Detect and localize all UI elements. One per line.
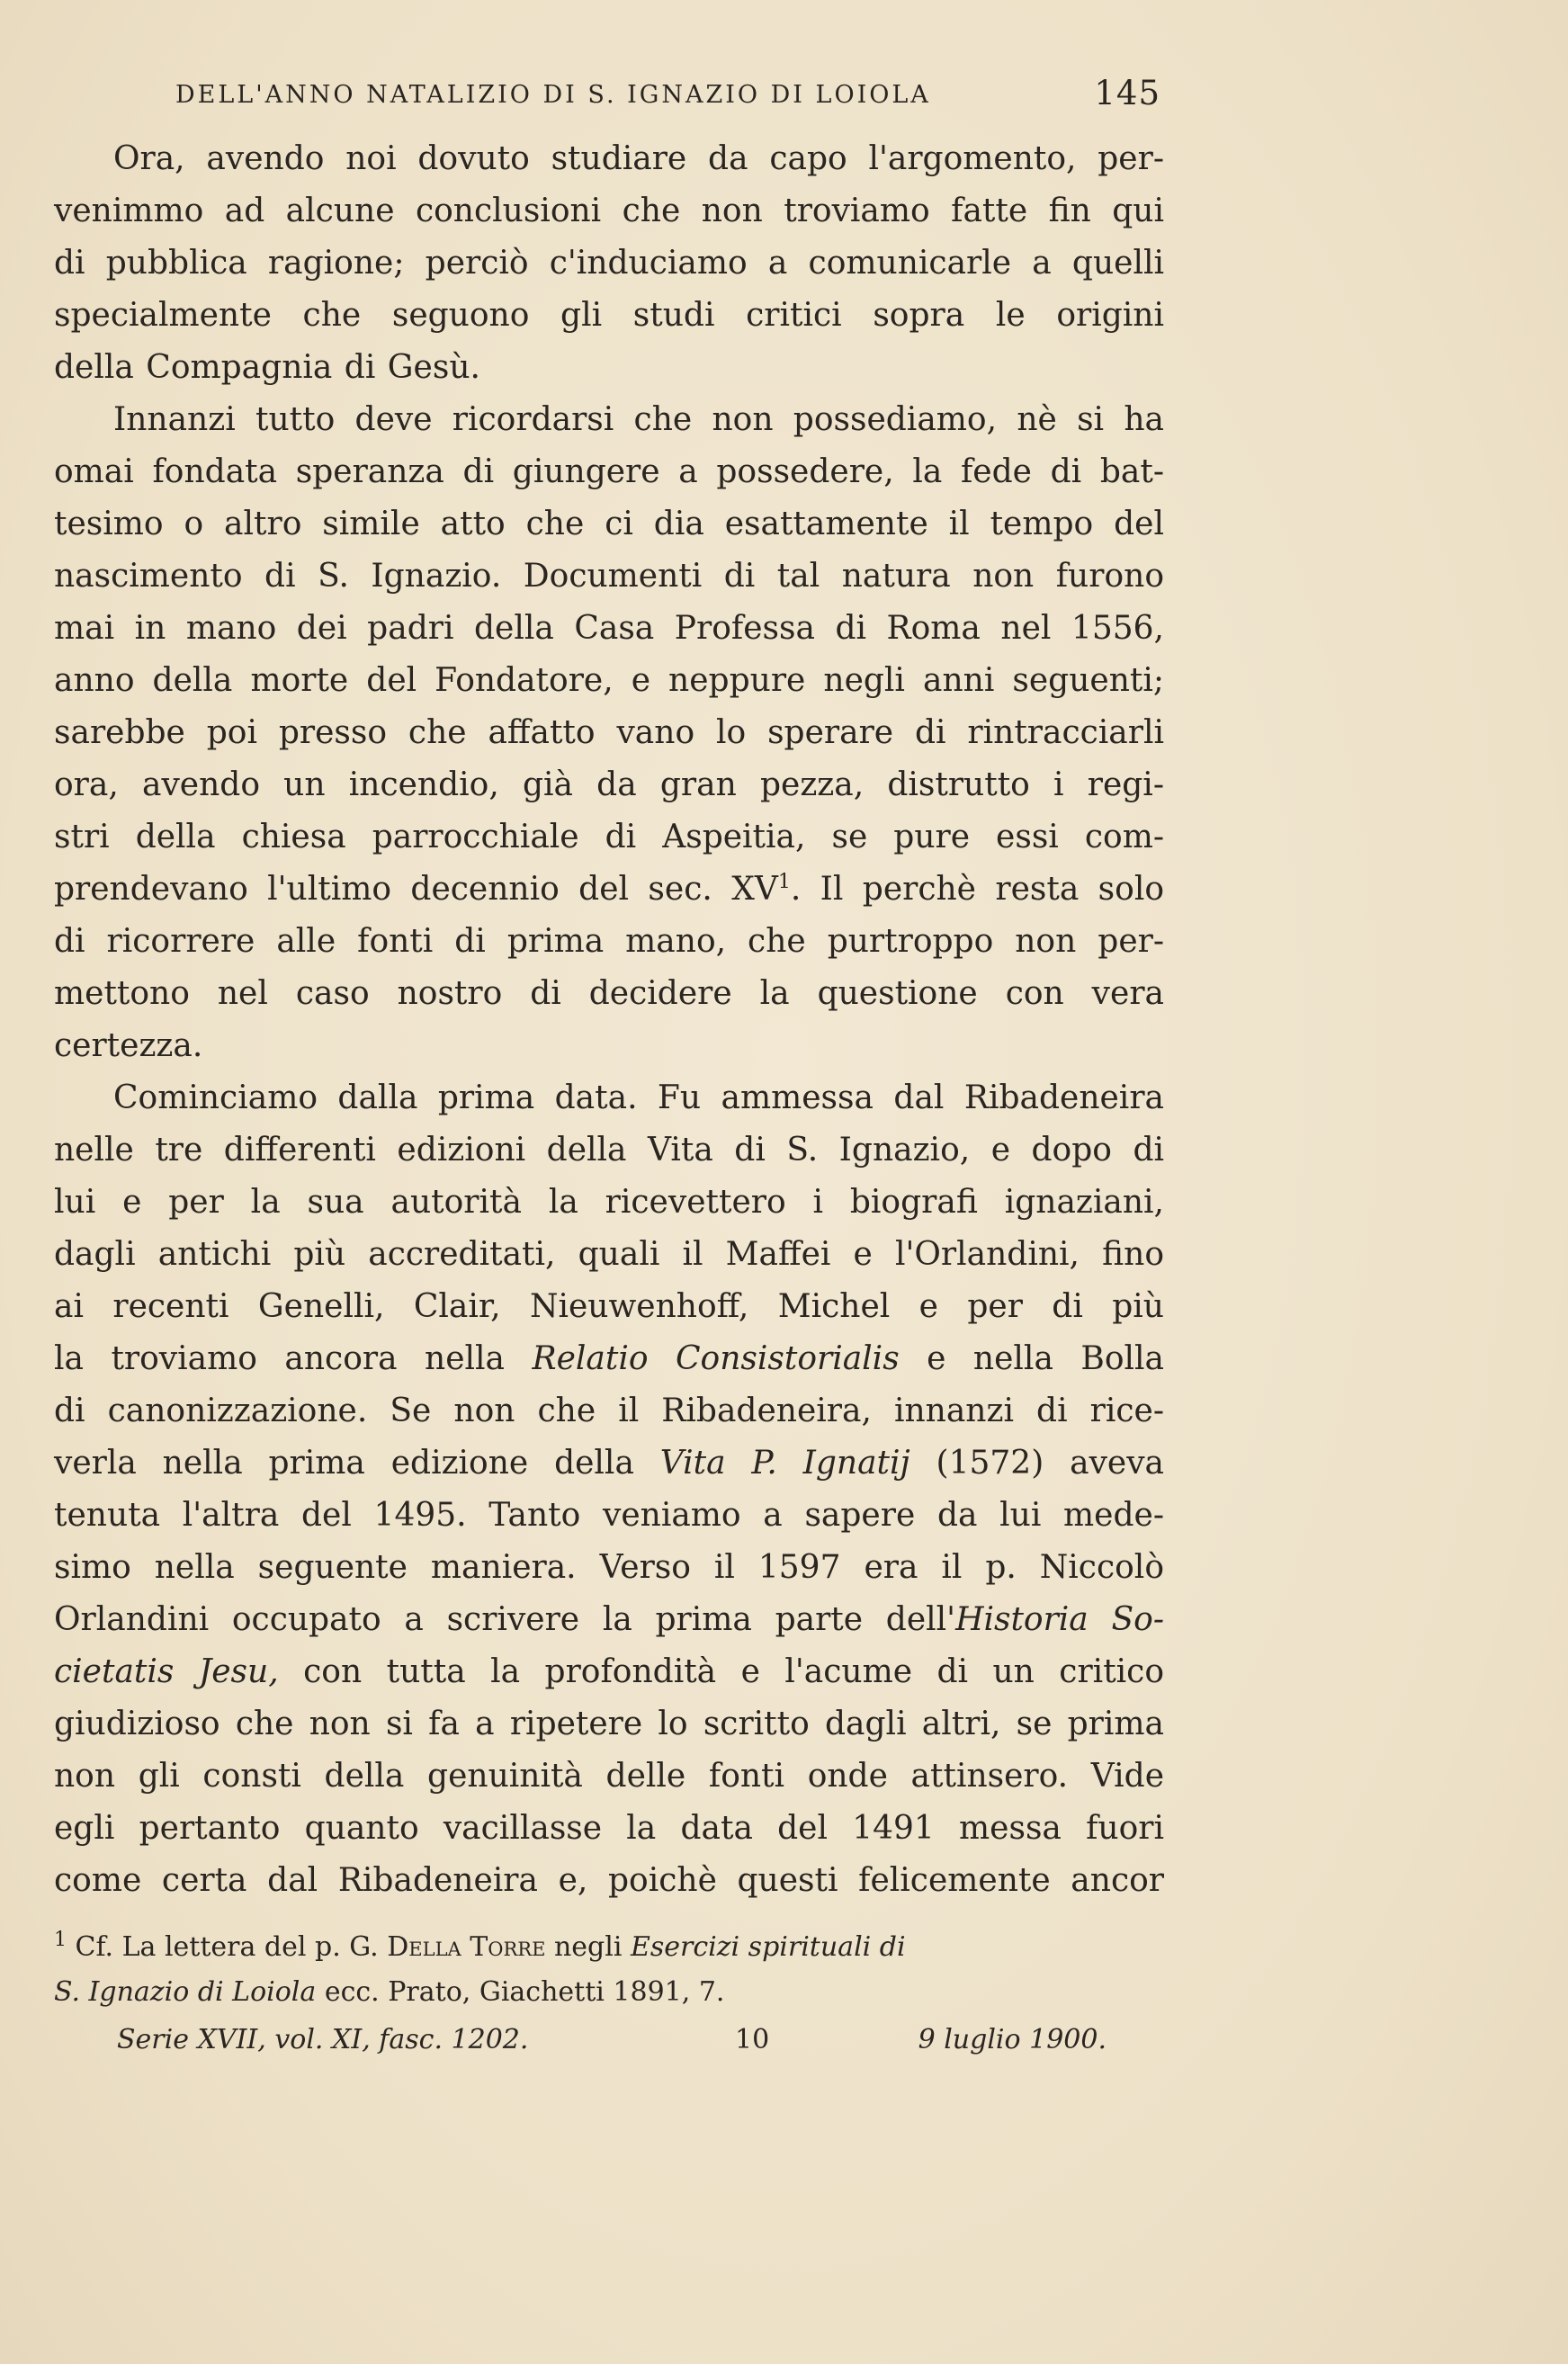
footnote-mark: 1 — [54, 1929, 67, 1951]
text-line: mai in mano dei padri della Casa Professa di Roma nel 1556, — [54, 610, 1164, 647]
text-segment: ecc. Prato, Giachetti 1891, 7. — [316, 1976, 725, 2008]
text-line: di pubblica ragione; perciò c'induciamo a comunicarle a quelli — [54, 245, 1164, 282]
text-segment: (1572) aveva — [909, 1445, 1165, 1482]
text-line: nascimento di S. Ignazio. Documenti di tal natura non furono — [54, 558, 1164, 595]
text-line: come certa dal Ribadeneira e, poichè questi felicemente ancor — [54, 1862, 1164, 1899]
text-segment: e nella Bolla — [899, 1340, 1164, 1377]
text-segment: Cf. La lettera del p. G. — [67, 1931, 388, 1963]
text-line: tesimo o altro simile atto che ci dia esattamente il tempo del — [54, 506, 1164, 542]
text-segment: la troviamo ancora nella — [54, 1340, 533, 1377]
text-line: omai fondata speranza di giungere a possedere, la fede di bat- — [54, 453, 1164, 490]
text-line: mettono nel caso nostro di decidere la questione con vera — [54, 975, 1164, 1012]
italic-title: Historia So- — [955, 1601, 1164, 1638]
text-line: di ricorrere alle fonti di prima mano, che purtroppo non per- — [54, 923, 1164, 960]
text-line: ai recenti Genelli, Clair, Nieuwenhoff, Michel e per di più — [54, 1288, 1164, 1325]
page-header — [175, 74, 1160, 119]
text-line: Cominciamo dalla prima data. Fu ammessa dal Ribadeneira — [113, 1079, 1164, 1116]
text-line: egli pertanto quanto vacillasse la data del 1491 messa fuori — [54, 1810, 1164, 1847]
text-line — [54, 864, 1164, 916]
series-info: Serie XVII, vol. XI, fasc. 1202. — [117, 2024, 529, 2055]
text-line: nelle tre differenti edizioni della Vita di S. Ignazio, e dopo di — [54, 1132, 1164, 1169]
text-line: giudizioso che non si fa a ripetere lo scritto dagli altri, se prima — [54, 1706, 1164, 1742]
text-line: Ora, avendo noi dovuto studiare da capo l'argomento, per- — [113, 140, 1164, 177]
running-title: DELL'ANNO NATALIZIO DI S. IGNAZIO DI LOIOLA — [175, 81, 931, 109]
signature-number: 10 — [735, 2024, 770, 2055]
footnote-work: Esercizi spirituali di — [630, 1931, 906, 1963]
text-line: certezza. — [54, 1027, 203, 1064]
text-segment: prendevano l'ultimo decennio del sec. XV — [54, 871, 778, 908]
body-text — [54, 133, 1164, 1907]
text-line — [54, 1646, 1164, 1698]
paragraph-2 — [54, 394, 1164, 1072]
text-line: anno della morte del Fondatore, e neppure negli anni seguenti; — [54, 662, 1164, 699]
paragraph-3 — [54, 1072, 1164, 1907]
italic-title: Vita P. Ignatij — [659, 1445, 910, 1482]
text-line: sarebbe poi presso che affatto vano lo sperare di rintracciarli — [54, 714, 1164, 751]
footnote-line — [54, 1970, 1164, 2015]
paragraph-1 — [54, 133, 1164, 394]
text-line — [54, 1594, 1164, 1646]
text-segment: Orlandini occupato a scrivere la prima parte dell' — [54, 1601, 956, 1638]
text-line: Innanzi tutto deve ricordarsi che non possediamo, nè si ha — [113, 401, 1164, 438]
text-line: dagli antichi più accreditati, quali il Maffei e l'Orlandini, fino — [54, 1236, 1164, 1273]
text-line: specialmente che seguono gli studi critici sopra le origini — [54, 297, 1164, 334]
text-line: della Compagnia di Gesù. — [54, 349, 480, 386]
issue-date: 9 luglio 1900. — [918, 2024, 1107, 2055]
footnote-author: Della Torre — [387, 1931, 546, 1963]
text-line: simo nella seguente maniera. Verso il 1597 era il p. Niccolò — [54, 1549, 1164, 1586]
text-segment: . Il perchè resta solo — [790, 871, 1165, 908]
page-number: 145 — [1094, 74, 1160, 112]
text-line: non gli consti della genuinità delle fonti onde attinsero. Vide — [54, 1758, 1164, 1795]
footnote-work: S. Ignazio di Loiola — [54, 1976, 317, 2008]
text-line: tenuta l'altra del 1495. Tanto veniamo a sapere da lui mede- — [54, 1497, 1164, 1534]
text-line: lui e per la sua autorità la ricevettero i biografi ignaziani, — [54, 1184, 1164, 1221]
text-segment: verla nella prima edizione della — [54, 1445, 660, 1482]
text-line — [54, 1333, 1164, 1385]
text-line: stri della chiesa parrocchiale di Aspeitia, se pure essi com- — [54, 819, 1164, 855]
footnote-reference[interactable]: 1 — [777, 871, 791, 893]
text-line — [54, 1437, 1164, 1490]
footnote-line — [54, 1925, 1164, 1970]
text-line: di canonizzazione. Se non che il Ribadeneira, innanzi di rice- — [54, 1392, 1164, 1429]
italic-title: Relatio Consistorialis — [532, 1340, 900, 1377]
footnotes — [54, 1925, 1164, 2015]
text-segment: negli — [545, 1931, 631, 1963]
text-segment: con tutta la profondità e l'acume di un critico — [278, 1653, 1165, 1690]
text-line: venimmo ad alcune conclusioni che non troviamo fatte fin qui — [54, 193, 1164, 229]
printer-signature — [117, 2024, 1107, 2064]
text-line: ora, avendo un incendio, già da gran pezza, distrutto i regi- — [54, 766, 1164, 803]
italic-title: cietatis Jesu, — [54, 1653, 279, 1690]
